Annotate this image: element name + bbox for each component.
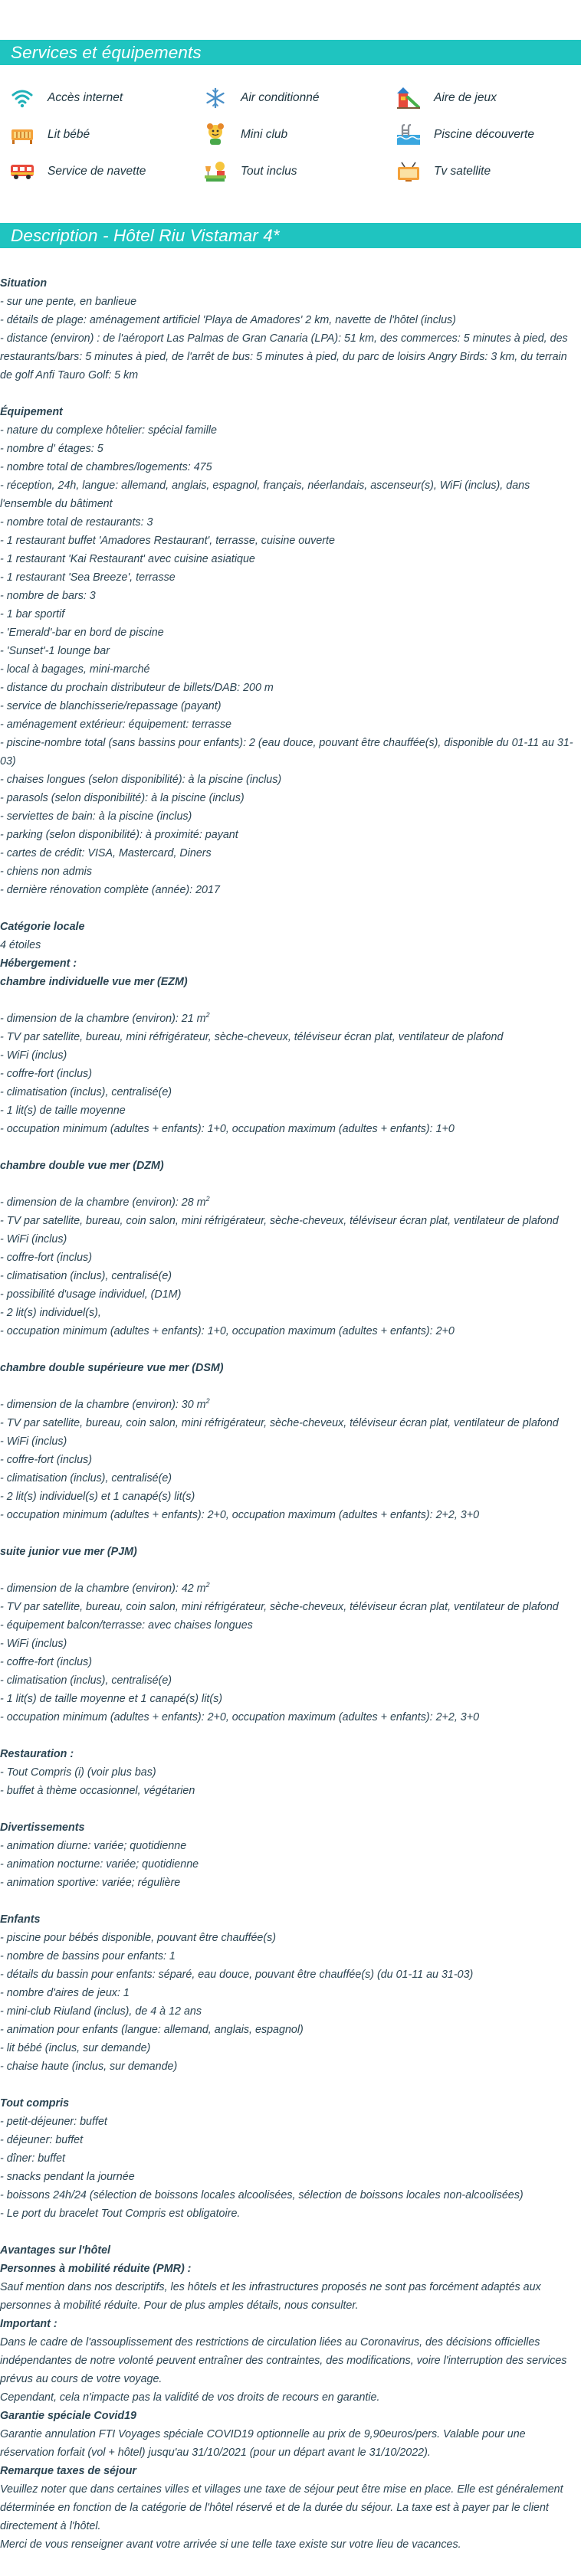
covid-text: Garantie annulation FTI Voyages spéciale COVID19 optionnelle au prix de 9,90euros/pers. Valable pour une réservation forfait (vol + hôtel) jusqu'au 31/10/2021 (pour un départ avant le 31/10/2022). (0, 2428, 526, 2459)
amenities-grid (0, 65, 581, 205)
avantages-heading: Avantages sur l'hôtel (0, 2244, 111, 2257)
amenity-playground (396, 87, 581, 110)
list-line: - déjeuner: buffet (0, 2134, 84, 2146)
room-name: chambre double supérieure vue mer (DSM) (0, 1362, 224, 1374)
pmr-text: Sauf mention dans nos descriptifs, les hôtels et les infrastructures proposés ne sont pas forcément adaptés aux personnes à mobilité réduite. Pour de plus amples détails, nous consulter. (0, 2281, 541, 2312)
list-line: - 1 lit(s) de taille moyenne (0, 1105, 126, 1117)
list-line: - 2 lit(s) individuel(s) et 1 canapé(s) lit(s) (0, 1491, 195, 1503)
equipement-heading: Équipement (0, 406, 63, 418)
amenity-air-conditioning (202, 87, 396, 110)
list-line: - climatisation (inclus), centralisé(e) (0, 1472, 172, 1484)
list-line: - 1 restaurant buffet 'Amadores Restaurant', terrasse, cuisine ouverte (0, 535, 335, 547)
list-line: - WiFi (inclus) (0, 1233, 67, 1245)
list-line: - chaises longues (selon disponibilité): à la piscine (inclus) (0, 774, 282, 786)
list-line: - 1 restaurant 'Sea Breeze', terrasse (0, 571, 176, 584)
list-line: - Le port du bracelet Tout Compris est obligatoire. (0, 2208, 241, 2220)
list-line: - animation diurne: variée; quotidienne (0, 1840, 187, 1852)
categorie-value: 4 étoiles (0, 939, 41, 951)
room-name: suite junior vue mer (PJM) (0, 1546, 137, 1558)
snowflake-icon (202, 87, 228, 110)
list-line: - occupation minimum (adultes + enfants): 2+0, occupation maximum (adultes + enfants): 2+2, 3+0 (0, 1711, 480, 1723)
list-line: - nature du complexe hôtelier: spécial famille (0, 424, 217, 437)
list-line: - occupation minimum (adultes + enfants): 2+0, occupation maximum (adultes + enfants): 2+2, 3+0 (0, 1509, 480, 1521)
room-size: - dimension de la chambre (environ): 28 $m^2$ (0, 1195, 210, 1209)
tout-compris-list (0, 2113, 581, 2223)
all-inclusive-icon (202, 160, 228, 183)
kids-club-icon (202, 123, 228, 146)
list-line: - piscine-nombre total (sans bassins pour enfants): 2 (eau douce, pouvant être chauffée(s), disponible du 01-11 au 31-03) (0, 737, 573, 768)
list-line: - nombre d'aires de jeux: 1 (0, 1987, 130, 1999)
shuttle-bus-icon (9, 160, 35, 183)
list-line: - TV par satellite, bureau, coin salon, mini réfrigérateur, sèche-cheveux, téléviseur écran plat, ventilateur de plafond (0, 1215, 559, 1227)
list-line: - coffre-fort (inclus) (0, 1454, 92, 1466)
description-content (0, 248, 581, 2569)
taxe-text: Veuillez noter que dans certaines villes et villages une taxe de séjour peut être mise en place. Elle est généralement déterminée en fonction de la catégorie de l'hôtel réservé et de la durée du séjour. La taxe est à payer par le client directement à l'hôtel. (0, 2483, 563, 2532)
list-line: - petit-déjeuner: buffet (0, 2116, 107, 2128)
list-line: - nombre de bars: 3 (0, 590, 96, 602)
amenity-pool (396, 123, 581, 146)
list-line: - WiFi (inclus) (0, 1435, 67, 1448)
amenity-label: Aire de jeux (434, 91, 497, 104)
situation-line: - sur une pente, en banlieue (0, 296, 137, 308)
room-features (0, 1414, 581, 1524)
list-line: - TV par satellite, bureau, coin salon, mini réfrigérateur, sèche-cheveux, téléviseur écran plat, ventilateur de plafond (0, 1417, 559, 1429)
list-line: - coffre-fort (inclus) (0, 1068, 92, 1080)
list-line: - chiens non admis (0, 866, 92, 878)
list-line: - aménagement extérieur: équipement: terrasse (0, 718, 231, 731)
list-line: - climatisation (inclus), centralisé(e) (0, 1674, 172, 1687)
amenity-label: Tv satellite (434, 165, 491, 178)
list-line: - nombre d' étages: 5 (0, 443, 103, 455)
list-line: - occupation minimum (adultes + enfants): 1+0, occupation maximum (adultes + enfants): 2+0 (0, 1325, 455, 1337)
room-features (0, 1028, 581, 1138)
divertissements-list (0, 1837, 581, 1892)
list-line: - 'Sunset'-1 lounge bar (0, 645, 110, 657)
list-line: - chaise haute (inclus, sur demande) (0, 2060, 178, 2073)
pmr-heading: Personnes à mobilité réduite (PMR) : (0, 2263, 192, 2275)
important-text: Dans le cadre de l'assouplissement des restrictions de circulation liées au Coronavirus, des décisions officielles indépendantes de notre volonté peuvent entraîner des contraintes, des modifications, voire l'interruption des services prévus au cours de votre voyage. (0, 2336, 567, 2385)
baby-bed-icon (9, 123, 35, 146)
list-line: - équipement balcon/terrasse: avec chaises longues (0, 1619, 253, 1632)
list-line: - coffre-fort (inclus) (0, 1656, 92, 1668)
list-line: - nombre total de restaurants: 3 (0, 516, 153, 529)
tout-compris-heading: Tout compris (0, 2097, 70, 2110)
room-name: chambre individuelle vue mer (EZM) (0, 976, 188, 988)
list-line: - détails du bassin pour enfants: séparé, eau douce, pouvant être chauffée(s) (du 01-11 au 31-03) (0, 1969, 474, 1981)
enfants-heading: Enfants (0, 1913, 41, 1926)
list-line: - service de blanchisserie/repassage (payant) (0, 700, 222, 712)
restauration-list (0, 1763, 581, 1800)
situation-heading: Situation (0, 277, 48, 290)
situation-line: - détails de plage: aménagement artificiel 'Playa de Amadores' 2 km, navette de l'hôtel (inclus) (0, 314, 456, 326)
list-line: - 1 bar sportif (0, 608, 65, 620)
room-features (0, 1212, 581, 1340)
list-line: - serviettes de bain: à la piscine (inclus) (0, 810, 192, 823)
list-line: - WiFi (inclus) (0, 1049, 67, 1062)
pool-icon (396, 123, 422, 146)
list-line: - boissons 24h/24 (sélection de boissons locales alcoolisées, sélection de boissons locales non-alcoolisées) (0, 2189, 524, 2201)
list-line: - distance du prochain distributeur de billets/DAB: 200 m (0, 682, 274, 694)
list-line: - réception, 24h, langue: allemand, anglais, espagnol, français, néerlandais, ascenseur(s), WiFi (inclus), dans l'ensemble du bâtiment (0, 480, 530, 510)
list-line: - 1 lit(s) de taille moyenne et 1 canapé(s) lit(s) (0, 1693, 223, 1705)
list-line: - occupation minimum (adultes + enfants): 1+0, occupation maximum (adultes + enfants): 1+0 (0, 1123, 455, 1135)
list-line: - local à bagages, mini-marché (0, 663, 150, 676)
room-size: - dimension de la chambre (environ): 42 $m^2$ (0, 1581, 210, 1595)
list-line: - TV par satellite, bureau, coin salon, mini réfrigérateur, sèche-cheveux, téléviseur écran plat, ventilateur de plafond (0, 1601, 559, 1613)
list-line: - Tout Compris (i) (voir plus bas) (0, 1766, 156, 1779)
list-line: - animation sportive: variée; régulière (0, 1877, 181, 1889)
list-line: - snacks pendant la journée (0, 2171, 135, 2183)
amenity-label: Air conditionné (241, 91, 320, 104)
room-size: - dimension de la chambre (environ): 21 $m^2$ (0, 1011, 210, 1025)
room-size: - dimension de la chambre (environ): 30 $m^2$ (0, 1397, 210, 1411)
important-text: Cependant, cela n'impacte pas la validité de vos droits de recours en garantie. (0, 2391, 380, 2404)
list-line: - piscine pour bébés disponible, pouvant être chauffée(s) (0, 1932, 277, 1944)
list-line: - 2 lit(s) individuel(s), (0, 1307, 101, 1319)
room-name: chambre double vue mer (DZM) (0, 1160, 164, 1172)
list-line: - buffet à thème occasionnel, végétarien (0, 1785, 195, 1797)
list-line: - climatisation (inclus), centralisé(e) (0, 1086, 172, 1098)
list-line: - 'Emerald'-bar en bord de piscine (0, 627, 164, 639)
amenity-internet (9, 87, 202, 110)
amenity-label: Mini club (241, 128, 288, 141)
list-line: - coffre-fort (inclus) (0, 1252, 92, 1264)
amenity-label: Tout inclus (241, 165, 297, 178)
services-section-title: Services et équipements (0, 40, 581, 65)
amenity-baby-bed (9, 123, 202, 146)
list-line: - possibilité d'usage individuel, (D1M) (0, 1288, 182, 1301)
description-section-title: Description - Hôtel Riu Vistamar 4* (0, 223, 581, 248)
categorie-heading: Catégorie locale (0, 921, 85, 933)
list-line: - parasols (selon disponibilité): à la piscine (inclus) (0, 792, 245, 804)
list-line: - animation pour enfants (langue: allemand, anglais, espagnol) (0, 2024, 304, 2036)
amenity-all-inclusive (202, 160, 396, 183)
list-line: - nombre total de chambres/logements: 475 (0, 461, 212, 473)
list-line: - parking (selon disponibilité): à proximité: payant (0, 829, 238, 841)
wifi-icon (9, 87, 35, 110)
list-line: - cartes de crédit: VISA, Mastercard, Diners (0, 847, 212, 859)
amenity-shuttle (9, 160, 202, 183)
amenity-satellite-tv (396, 160, 581, 183)
list-line: - lit bébé (inclus, sur demande) (0, 2042, 151, 2054)
equipement-list (0, 421, 581, 899)
enfants-list (0, 1929, 581, 2076)
room-features (0, 1598, 581, 1727)
amenity-label: Lit bébé (48, 128, 90, 141)
situation-line: - distance (environ) : de l'aéroport Las Palmas de Gran Canaria (LPA): 51 km, des commerces: 5 minutes à pied, des restaurants/bars: 5 minutes à pied, de l'arrêt de bus: 5 minutes à pied, du parc de loisirs Angry Birds: 3 km, du terrain de golf Anfi Tauro Golf: 5 km (0, 332, 568, 381)
taxe-text: Merci de vous renseigner avant votre arrivée si une telle taxe existe sur votre lieu de vacances. (0, 2538, 461, 2551)
list-line: - nombre de bassins pour enfants: 1 (0, 1950, 176, 1962)
list-line: - dîner: buffet (0, 2152, 66, 2165)
taxe-heading: Remarque taxes de séjour (0, 2465, 136, 2477)
satellite-tv-icon (396, 160, 422, 183)
playground-icon (396, 87, 422, 110)
list-line: - climatisation (inclus), centralisé(e) (0, 1270, 172, 1282)
amenity-label: Service de navette (48, 165, 146, 178)
list-line: - mini-club Riuland (inclus), de 4 à 12 ans (0, 2005, 202, 2018)
restauration-heading: Restauration : (0, 1748, 74, 1760)
list-line: - dernière rénovation complète (année): 2017 (0, 884, 220, 896)
amenity-label: Accès internet (48, 91, 123, 104)
important-heading: Important : (0, 2318, 57, 2330)
list-line: - animation nocturne: variée; quotidienne (0, 1858, 199, 1871)
list-line: - TV par satellite, bureau, mini réfrigérateur, sèche-cheveux, téléviseur écran plat, ventilateur de plafond (0, 1031, 504, 1043)
amenity-label: Piscine découverte (434, 128, 534, 141)
list-line: - 1 restaurant 'Kai Restaurant' avec cuisine asiatique (0, 553, 255, 565)
divertissements-heading: Divertissements (0, 1822, 85, 1834)
list-line: - WiFi (inclus) (0, 1638, 67, 1650)
hebergement-heading: Hébergement : (0, 957, 77, 970)
covid-heading: Garantie spéciale Covid19 (0, 2410, 136, 2422)
amenity-mini-club (202, 123, 396, 146)
